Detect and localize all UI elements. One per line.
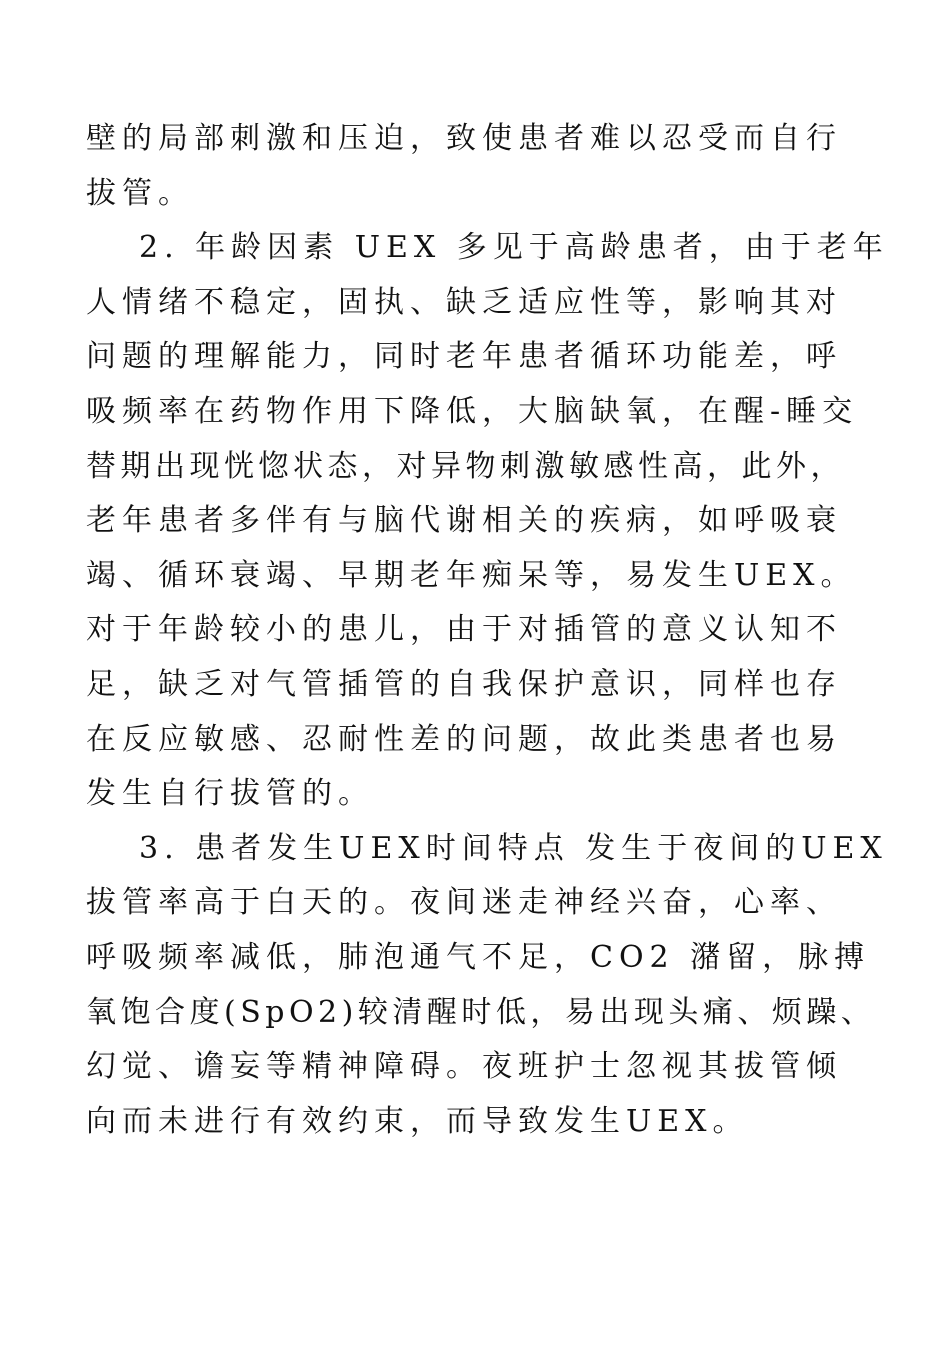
text-line: 吸频率在药物作用下降低，大脑缺氧，在醒-睡交 (86, 393, 859, 429)
text-line: 氧饱合度(SpO2)较清醒时低，易出现头痛、烦躁、 (86, 994, 876, 1030)
text-line-paragraph-start: 3. 患者发生UEX时间特点 发生于夜间的UEX (139, 830, 888, 866)
text-line: 人情绪不稳定，固执、缺乏适应性等，影响其对 (86, 284, 842, 320)
text-line: 向而未进行有效约束，而导致发生UEX。 (86, 1103, 749, 1139)
text-line: 壁的局部刺激和压迫，致使患者难以忍受而自行 (86, 121, 842, 156)
text-line-paragraph-start: 2. 年龄因素 UEX 多见于高龄患者，由于老年 (139, 230, 889, 266)
text-line: 呼吸频率减低，肺泡通气不足，CO2 潴留，脉搏 (86, 939, 871, 975)
text-line: 足，缺乏对气管插管的自我保护意识，同样也存 (86, 666, 842, 702)
text-line: 幻觉、谵妄等精神障碍。夜班护士忽视其拔管倾 (86, 1049, 842, 1085)
text-line: 竭、循环衰竭、早期老年痴呆等，易发生UEX。 (86, 557, 857, 593)
text-line: 问题的理解能力，同时老年患者循环功能差，呼 (86, 339, 842, 375)
text-line: 拔管率高于白天的。夜间迷走神经兴奋，心率、 (86, 885, 842, 921)
text-line: 对于年龄较小的患儿，由于对插管的意义认知不 (86, 612, 842, 648)
text-line: 在反应敏感、忍耐性差的问题，故此类患者也易 (86, 721, 842, 757)
text-line: 拔管。 (86, 175, 194, 211)
body-text (86, 112, 889, 1149)
text-line: 老年患者多伴有与脑代谢相关的疾病，如呼吸衰 (86, 503, 842, 539)
text-line: 发生自行拔管的。 (86, 776, 374, 812)
text-line: 替期出现恍惚状态，对异物刺激敏感性高，此外， (86, 448, 845, 484)
